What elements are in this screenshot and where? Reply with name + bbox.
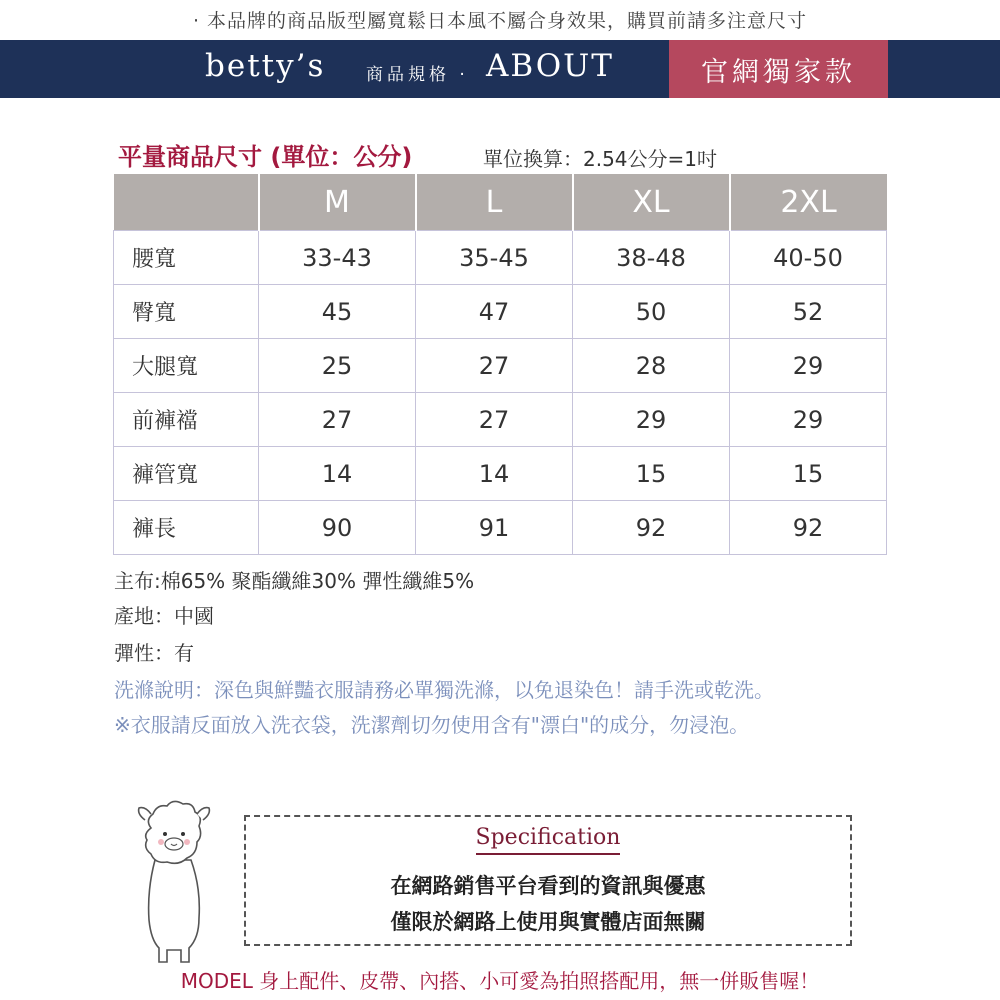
size-table-title: 平量商品尺寸 (單位：公分) (118, 143, 413, 171)
care-note: ※衣服請反面放入洗衣袋，洗潔劑切勿使用含有"漂白"的成分，勿浸泡。 (114, 713, 750, 737)
table-row (114, 447, 887, 501)
specification-line-2: 僅限於網路上使用與實體店面無關 (390, 910, 706, 934)
brand-logo: betty’s (205, 48, 326, 84)
table-row (114, 231, 887, 285)
specification-line-1: 在網路銷售平台看到的資訊與優惠 (390, 874, 706, 898)
table-cell: 35-45 (416, 231, 573, 285)
row-label: 褲長 (114, 501, 259, 555)
table-cell: 29 (573, 393, 730, 447)
table-cell: 45 (259, 285, 416, 339)
table-cell: 90 (259, 501, 416, 555)
row-label: 前褲襠 (114, 393, 259, 447)
table-cell: 91 (416, 501, 573, 555)
table-cell: 25 (259, 339, 416, 393)
header-cell-m: M (259, 174, 416, 231)
size-notice: · 本品牌的商品版型屬寬鬆日本風不屬合身效果，購買前請多注意尺寸 (192, 10, 808, 32)
table-cell: 47 (416, 285, 573, 339)
table-cell: 28 (573, 339, 730, 393)
table-cell: 15 (730, 447, 887, 501)
table-cell: 40-50 (730, 231, 887, 285)
row-label: 褲管寬 (114, 447, 259, 501)
alpaca-mascot-icon (133, 800, 215, 965)
about-heading: ABOUT (486, 48, 614, 84)
row-label: 臀寬 (114, 285, 259, 339)
table-cell: 15 (573, 447, 730, 501)
table-cell: 29 (730, 393, 887, 447)
table-cell: 33-43 (259, 231, 416, 285)
table-cell: 27 (259, 393, 416, 447)
table-cell: 27 (416, 393, 573, 447)
table-cell: 29 (730, 339, 887, 393)
elasticity-info: 彈性：有 (114, 641, 194, 665)
table-row (114, 285, 887, 339)
table-cell: 14 (259, 447, 416, 501)
specification-title-wrap (246, 825, 850, 850)
exclusive-badge: 官網獨家款 (669, 40, 888, 98)
table-cell: 92 (730, 501, 887, 555)
header-banner (0, 40, 1000, 98)
header-cell-l: L (416, 174, 573, 231)
table-cell: 38-48 (573, 231, 730, 285)
header-cell-2xl: 2XL (730, 174, 887, 231)
table-cell: 14 (416, 447, 573, 501)
spec-label: 商品規格 · (366, 65, 469, 85)
specification-title: Specification (476, 825, 621, 855)
unit-conversion-note: 單位換算：2.54公分=1吋 (483, 147, 718, 171)
material-info: 主布:棉65% 聚酯纖維30% 彈性纖維5% (114, 569, 475, 593)
table-row (114, 339, 887, 393)
table-cell: 52 (730, 285, 887, 339)
specification-box (244, 815, 852, 946)
table-cell: 50 (573, 285, 730, 339)
model-accessory-note: MODEL 身上配件、皮帶、內搭、小可愛為拍照搭配用，無一併販售喔！ (180, 969, 820, 993)
table-cell: 92 (573, 501, 730, 555)
header-cell-corner (114, 174, 259, 231)
row-label: 腰寬 (114, 231, 259, 285)
care-instructions: 洗滌說明：深色與鮮豔衣服請務必單獨洗滌，以免退染色！請手洗或乾洗。 (114, 678, 774, 702)
size-table-header-row (114, 174, 887, 231)
table-row (114, 393, 887, 447)
header-cell-xl: XL (573, 174, 730, 231)
row-label: 大腿寬 (114, 339, 259, 393)
table-cell: 27 (416, 339, 573, 393)
table-row (114, 501, 887, 555)
size-table (113, 174, 887, 555)
origin-info: 產地：中國 (114, 604, 214, 628)
